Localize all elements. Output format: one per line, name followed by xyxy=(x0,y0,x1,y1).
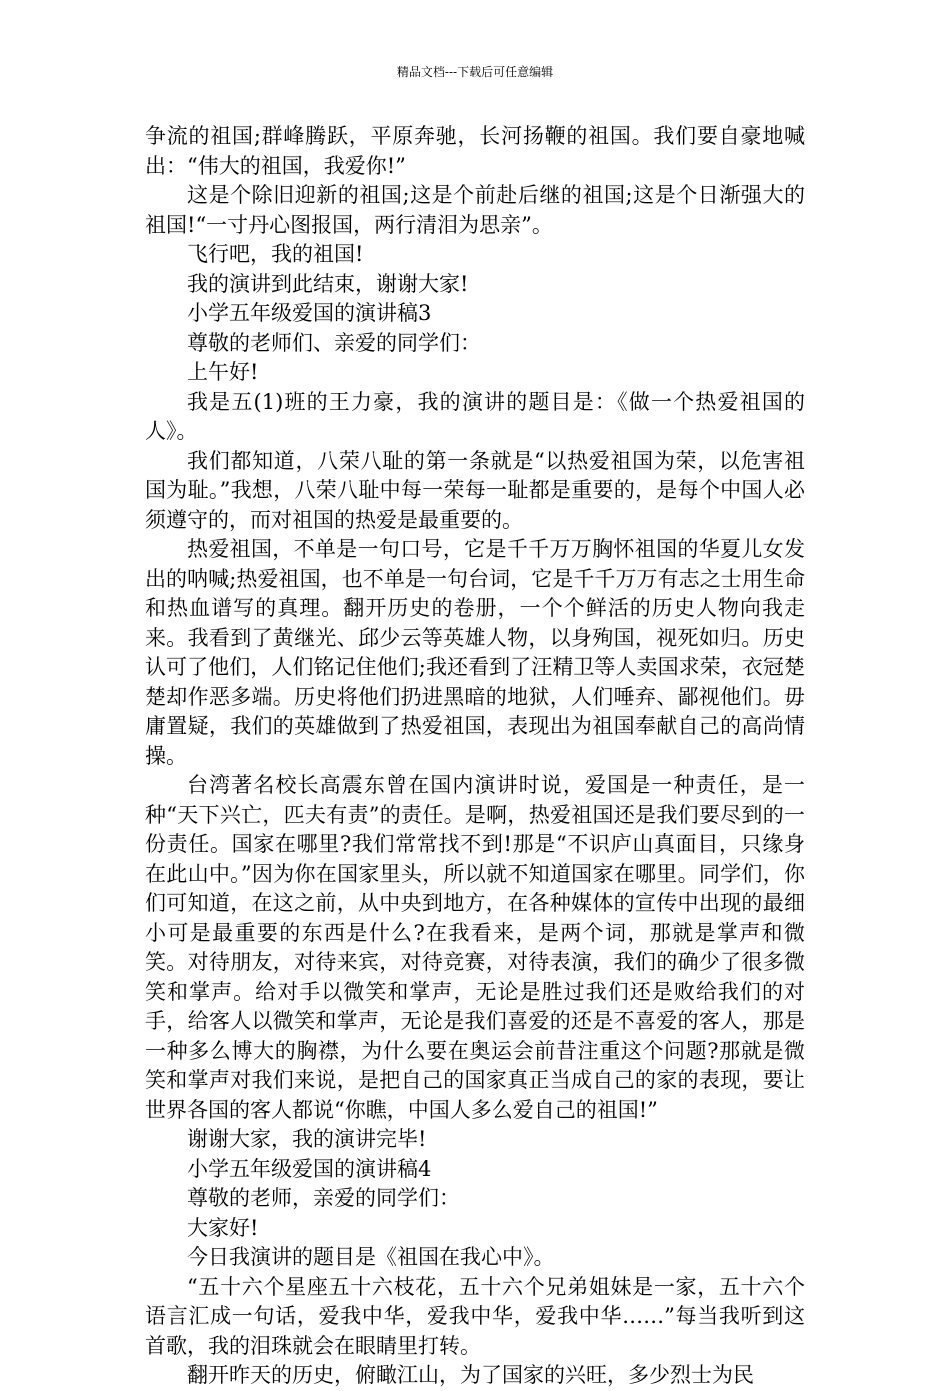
paragraph: 我们都知道，八荣八耻的第一条就是“以热爱祖国为荣，以危害祖国为耻。”我想，八荣八耻中每一荣每一耻都是重要的，是每个中国人必须遵守的，而对祖国的热爱是最重要的。 xyxy=(145,448,805,532)
document-body xyxy=(145,122,805,1391)
paragraph: 热爱祖国，不单是一句口号，它是千千万万胸怀祖国的华夏儿女发出的呐喊;热爱祖国，也不单是一句台词，它是千千万万有志之士用生命和热血谱写的真理。翻开历史的卷册，一个个鲜活的历史人物向我走来。我看到了黄继光、邱少云等英雄人物，以身殉国，视死如归。历史认可了他们，人们铭记住他们;我还看到了汪精卫等人卖国求荣，衣冠楚楚却作恶多端。历史将他们扔进黑暗的地狱，人们唾弃、鄙视他们。毋庸置疑，我们的英雄做到了热爱祖国，表现出为祖国奉献自己的高尚情操。 xyxy=(145,537,805,768)
paragraph: 争流的祖国;群峰腾跃，平原奔驰，长河扬鞭的祖国。我们要自豪地喊出：“伟大的祖国，我爱你!” xyxy=(145,124,805,178)
section-title: 小学五年级爱国的演讲稿4 xyxy=(187,1156,432,1181)
paragraph: 飞行吧，我的祖国! xyxy=(187,242,364,266)
paragraph: 我的演讲到此结束，谢谢大家! xyxy=(187,271,469,296)
salutation: 尊敬的老师们、亲爱的同学们： xyxy=(187,330,481,355)
salutation: 尊敬的老师，亲爱的同学们： xyxy=(187,1186,460,1210)
paragraph: 这是个除旧迎新的祖国;这是个前赴后继的祖国;这是个日渐强大的祖国!“一寸丹心图报国，两行清泪为思亲”。 xyxy=(145,183,805,237)
greeting: 大家好! xyxy=(187,1215,259,1240)
section-title: 小学五年级爱国的演讲稿3 xyxy=(187,301,432,325)
greeting: 上午好! xyxy=(187,360,259,384)
paragraph: 我是五(1)班的王力豪，我的演讲的题目是：《做一个热爱祖国的人》。 xyxy=(145,389,805,443)
paragraph: “五十六个星座五十六枝花，五十六个兄弟姐妹是一家，五十六个语言汇成一句话，爱我中华，爱我中华，爱我中华……”每当我听到这首歌，我的泪珠就会在眼睛里打转。 xyxy=(145,1274,805,1358)
paragraph: 台湾著名校长高震东曾在国内演讲时说，爱国是一种责任，是一种“天下兴亡，匹夫有责”的责任。是啊，热爱祖国还是我们要尽到的一份责任。国家在哪里?我们常常找不到!那是“不识庐山真面目，只缘身在此山中。”因为你在国家里头，所以就不知道国家在哪里。同学们，你们可知道，在这之前，从中央到地方，在各种媒体的宣传中出现的最细小可是最重要的东西是什么?在我看来，是两个词，那就是掌声和微笑。对待朋友，对待来宾，对待竞赛，对待表演，我们的确少了很多微笑和掌声。给对手以微笑和掌声，无论是胜过我们还是败给我们的对手，给客人以微笑和掌声，无论是我们喜爱的还是不喜爱的客人，那是一种多么博大的胸襟，为什么要在奥运会前昔注重这个问题?那就是微笑和掌声对我们来说，是把自己的国家真正当成自己的家的表现，要让世界各国的客人都说“你瞧，中国人多么爱自己的祖国!” xyxy=(145,773,805,1122)
paragraph: 翻开昨天的历史，俯瞰江山，为了国家的兴旺，多少烈士为民 xyxy=(187,1363,754,1387)
paragraph: 谢谢大家，我的演讲完毕! xyxy=(187,1127,427,1151)
paragraph: 今日我演讲的题目是《祖国在我心中》。 xyxy=(187,1245,555,1269)
page-header: 精品文档---下载后可任意编辑 xyxy=(396,65,554,79)
